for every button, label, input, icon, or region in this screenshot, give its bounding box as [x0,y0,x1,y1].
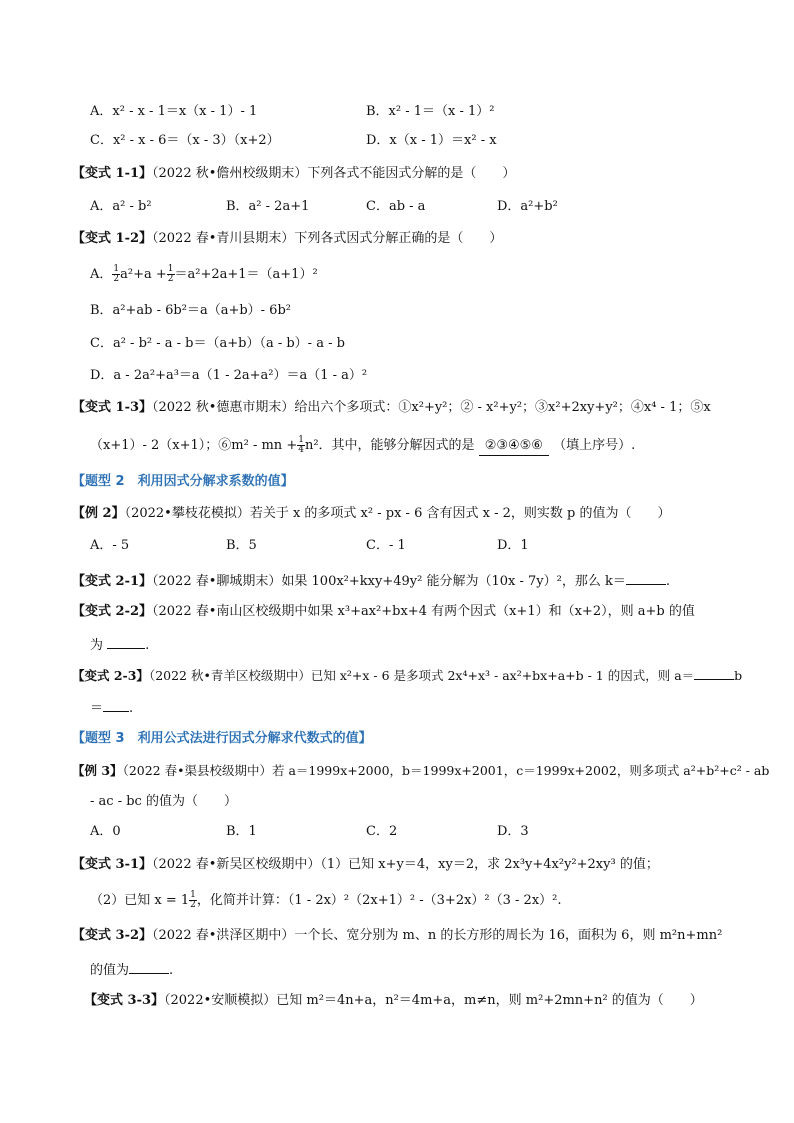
variant-3-1-text2b: ，化简并计算：（1 - 2x）²（2x+1）² -（3+2x）²（3 - 2x）². [196,893,562,908]
variant-1-2-tag: 【变式 1-2】 [72,231,153,246]
variant-3-2-text2: 的值为 [90,963,130,978]
example-2-text: （2022•攀枝花模拟）若关于 x 的多项式 x² - px - 6 含有因式 x - 2，则实数 p 的值为（ ） [124,506,671,521]
q0-option-a[interactable]: A．x² - x - 1＝x（x - 1）- 1 [90,104,258,119]
variant-1-2-stem [72,230,502,248]
q0-option-c[interactable]: C．x² - x - 6＝（x - 3）（x+2） [90,133,280,148]
fraction-quarter: $\frac{1}{4}$ [298,435,304,455]
variant-2-1-stem [72,570,670,591]
section-heading-type-2: 【题型 2 利用因式分解求系数的值】 [72,474,294,489]
option-a-tail: ＝a²+2a+1＝（a+1）² [174,267,318,282]
fraction-half: $\frac{1}{2}$ [190,890,196,910]
variant-2-3-b: b [734,668,743,683]
variant-1-3-tag: 【变式 1-3】 [72,400,153,415]
variant-3-1-line1 [72,856,659,874]
answer-blank-filled: ②③④⑤⑥ [479,437,549,456]
section-heading-type-3: 【题型 3 利用公式法进行因式分解求代数式的值】 [72,731,372,746]
example-3-option-d[interactable]: D．3 [497,824,529,839]
variant-2-3-line1 [72,665,742,685]
variant-3-2-line1 [72,927,722,945]
variant-1-3-line1 [72,399,711,417]
example-3-option-a[interactable]: A．0 [90,824,121,839]
variant-1-3-text1: （2022 秋•德惠市期末）给出六个多项式：①x²+y²；② - x²+y²；③x²+2xy+y²；④x⁴ - 1；⑤x [152,400,711,415]
equals: ＝ [90,701,104,716]
variant-1-3-text2b: n²．其中，能够分解因式的是 [304,438,475,453]
variant-1-3-line2 [90,436,635,456]
variant-2-1-tag: 【变式 2-1】 [72,574,153,589]
variant-3-3-text: （2022•安顺模拟）已知 m²＝4n+a，n²＝4m+a，m≠n，则 m²+2mn+n² 的值为（ ） [164,993,703,1008]
example-2-tag: 【例 2】 [72,506,125,521]
variant-2-2-text1: （2022 春•南山区校级期中如果 x³+ax²+bx+4 有两个因式（x+1）和（x+2），则 a+b 的值 [152,604,695,619]
q0-option-d[interactable]: D．x（x - 1）＝x² - x [366,133,497,148]
variant-1-1-text: （2022 秋•儋州校级期末）下列各式不能因式分解的是（ ） [152,166,516,181]
variant-2-3-tag: 【变式 2-3】 [72,668,149,683]
answer-blank-b[interactable] [103,697,129,712]
variant-3-2-tag: 【变式 3-2】 [72,928,153,943]
variant-1-3-text2a: （x+1）- 2（x+1）；⑥m² - mn + [90,438,298,453]
variant-1-1-option-d[interactable]: D．a²+b² [497,199,558,214]
period: . [169,963,174,978]
variant-3-3-stem [84,992,703,1010]
example-2-option-c[interactable]: C．- 1 [366,538,406,553]
example-3-line2: - ac - bc 的值为（ ） [90,794,237,809]
example-3-text1: （2022 春•渠县校级期中）若 a＝1999x+2000，b＝1999x+2001，c＝1999x+2002，则多项式 a²+b²+c² - ab [122,763,770,778]
example-3-tag: 【例 3】 [72,763,123,778]
variant-2-3-line2 [90,697,133,718]
answer-blank[interactable] [626,570,666,585]
q0-option-b[interactable]: B．x² - 1＝（x - 1）² [366,104,495,119]
variant-2-2-text2: 为 [90,638,104,653]
variant-3-1-line2 [90,891,562,910]
option-a-prefix: A． [90,267,113,282]
answer-blank-a[interactable] [694,665,734,680]
variant-2-2-line1 [72,603,695,621]
variant-3-2-line2 [90,959,173,980]
example-3-line1 [72,762,769,780]
variant-1-1-stem [72,165,515,183]
variant-1-2-option-c[interactable]: C．a² - b² - a - b＝（a+b）（a - b）- a - b [90,336,345,351]
variant-1-1-option-c[interactable]: C．ab - a [366,199,426,214]
variant-1-2-text: （2022 春•青川县期末）下列各式因式分解正确的是（ ） [152,231,503,246]
example-3-option-b[interactable]: B．1 [226,824,257,839]
variant-1-1-tag: 【变式 1-1】 [72,166,153,181]
fraction-half: $\frac{1}{2}$ [113,264,120,284]
option-a-middle: a²+a + [120,267,167,282]
variant-2-2-tag: 【变式 2-2】 [72,604,153,619]
period: . [129,701,134,716]
example-2-option-b[interactable]: B．5 [226,538,257,553]
variant-1-1-option-a[interactable]: A．a² - b² [90,199,152,214]
variant-3-1-text1: （2022 春•新吴区校级期中）（1）已知 x+y＝4，xy＝2，求 2x³y+4x²y²+2xy³ 的值； [152,857,659,872]
variant-2-3-text1: （2022 秋•青羊区校级期中）已知 x²+x - 6 是多项式 2x⁴+x³ - ax²+bx+a+b - 1 的因式，则 a＝ [148,668,695,683]
variant-3-1-text2a: （2）已知 x = 1 [90,893,190,908]
variant-3-3-tag: 【变式 3-3】 [84,993,165,1008]
example-2-stem [72,505,670,523]
answer-blank[interactable] [129,959,169,974]
variant-1-2-option-a[interactable] [90,265,318,284]
variant-1-2-option-b[interactable]: B．a²+ab - 6b²＝a（a+b）- 6b² [90,303,291,318]
example-2-option-d[interactable]: D．1 [497,538,529,553]
period: . [665,574,670,589]
variant-3-2-text1: （2022 春•洪泽区期中）一个长、宽分别为 m、n 的长方形的周长为 16，面积为 6，则 m²n+mn² [152,928,723,943]
variant-1-2-option-d[interactable]: D．a - 2a²+a³＝a（1 - 2a+a²）＝a（1 - a）² [90,368,368,383]
variant-2-2-line2 [90,634,149,655]
fraction-half: $\frac{1}{2}$ [167,264,174,284]
variant-1-3-text2c: （填上序号）. [553,438,636,453]
example-3-option-c[interactable]: C．2 [366,824,398,839]
variant-2-1-text: （2022 春•聊城期末）如果 100x²+kxy+49y² 能分解为（10x - 7y）²，那么 k＝ [152,574,626,589]
period: . [145,638,150,653]
example-2-option-a[interactable]: A．- 5 [90,538,130,553]
variant-1-1-option-b[interactable]: B．a² - 2a+1 [226,199,310,214]
variant-3-1-tag: 【变式 3-1】 [72,857,153,872]
answer-blank[interactable] [107,634,145,649]
